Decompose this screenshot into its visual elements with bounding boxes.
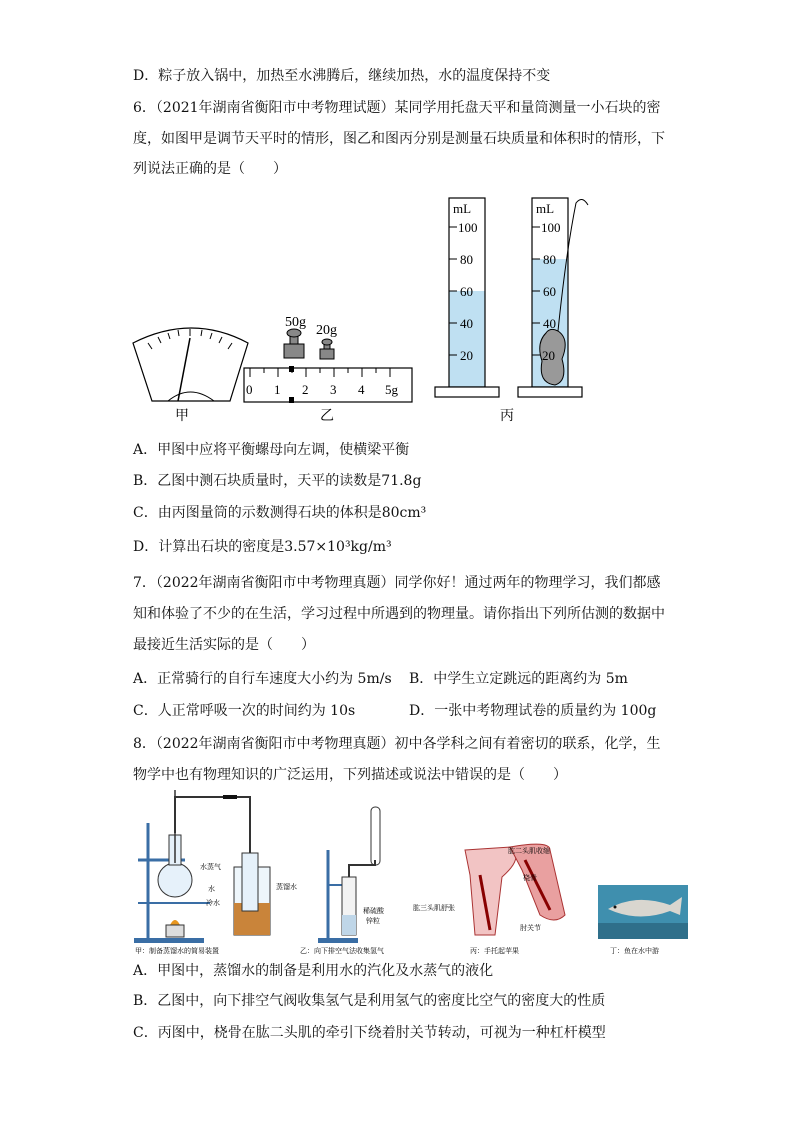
label-water-vapor: 水蒸气 <box>200 863 221 871</box>
cyl-left-tick-20: 20 <box>460 348 473 363</box>
caption-yi: 乙 <box>320 409 334 424</box>
q6-figure <box>130 193 600 428</box>
caption-bing: 丙 <box>500 409 514 424</box>
cyl-right-tick-80: 80 <box>543 252 556 267</box>
q6-stem-line2: 度，如图甲是调节天平时的情形，图乙和图丙分别是测量石块质量和体积时的情形，下 <box>133 131 665 147</box>
cyl-right-tick-100: 100 <box>541 220 561 235</box>
q6-stem-line1: 6．（2021年湖南省衡阳市中考物理试题）某同学用托盘天平和量筒测量一小石块的密 <box>133 100 661 116</box>
q6-option-c: C．由丙图量筒的示数测得石块的体积是80cm³ <box>133 505 427 521</box>
label-elbow: 肘关节 <box>520 924 541 932</box>
label-biceps: 肱二头肌收缩 <box>508 847 550 855</box>
cyl-right-tick-60: 60 <box>543 284 556 299</box>
q7-option-c: C．人正常呼吸一次的时间约为 10s <box>133 703 356 719</box>
fish-photo <box>598 885 688 939</box>
ruler-tick-4: 4 <box>358 382 365 397</box>
q6-stem-line3: 列说法正确的是（ ） <box>133 161 287 177</box>
ruler-tick-2: 2 <box>302 382 309 397</box>
caption-fish: 丁：鱼在水中游 <box>610 947 659 955</box>
q8-figure <box>130 785 690 960</box>
q6-option-a: A．甲图中应将平衡螺母向左调，使横梁平衡 <box>133 442 410 458</box>
cyl-right-tick-20: 20 <box>542 348 555 363</box>
q8-stem-line1: 8．（2022年湖南省衡阳市中考物理真题）初中各学科之间有着密切的联系，化学，生 <box>133 736 661 752</box>
label-water: 水 <box>208 885 215 893</box>
ruler-tick-5g: 5g <box>385 382 398 397</box>
label-zinc: 锌粒 <box>366 917 380 925</box>
cyl-right-unit: mL <box>536 201 555 216</box>
weight-50g-label: 50g <box>285 315 306 330</box>
cyl-left-tick-40: 40 <box>460 316 473 331</box>
label-cold-water: 冷水 <box>206 899 220 907</box>
q7-stem-line2: 知和体验了不少的在生活，学习过程中所遇到的物理量。请你指出下列所估测的数据中 <box>133 606 665 622</box>
q5-option-d: D．粽子放入锅中，加热至水沸腾后，继续加热，水的温度保持不变 <box>133 68 551 84</box>
cyl-left-tick-60: 60 <box>460 284 473 299</box>
q8-option-a: A．甲图中，蒸馏水的制备是利用水的汽化及水蒸气的液化 <box>133 963 494 979</box>
q6-option-b: B．乙图中测石块质量时，天平的读数是71.8g <box>133 473 422 489</box>
q8-option-c: C．丙图中，桡骨在肱二头肌的牵引下绕着肘关节转动，可视为一种杠杆模型 <box>133 1025 606 1041</box>
q6-option-d: D．计算出石块的密度是3.57×10³kg/m³ <box>133 539 392 555</box>
weight-20g-label: 20g <box>316 323 337 338</box>
caption-jia: 甲 <box>175 409 189 424</box>
cyl-right-tick-40: 40 <box>543 316 556 331</box>
balance-pointer-illustration <box>133 328 248 401</box>
label-triceps: 肱三头肌舒张 <box>413 904 455 912</box>
caption-distillation: 甲：制备蒸馏水的简易装置 <box>135 947 219 955</box>
ruler-tick-1: 1 <box>274 382 281 397</box>
arm-muscle-illustration <box>465 844 565 935</box>
q7-stem-line3: 最接近生活实际的是（ ） <box>133 637 315 653</box>
caption-hydrogen: 乙：向下排空气法收集氢气 <box>300 947 384 955</box>
q7-option-a: A．正常骑行的自行车速度大小约为 5m/s <box>133 671 392 687</box>
ruler-tick-0: 0 <box>246 382 253 397</box>
q8-option-b: B．乙图中，向下排空气阀收集氢气是利用氢气的密度比空气的密度大的性质 <box>133 993 606 1009</box>
label-sulfuric-acid: 稀硫酸 <box>363 907 384 915</box>
q8-stem-line2: 物学中也有物理知识的广泛运用，下列描述或说法中错误的是（ ） <box>133 767 567 783</box>
q7-stem-line1: 7．（2022年湖南省衡阳市中考物理真题）同学你好！通过两年的物理学习，我们都感 <box>133 575 661 591</box>
q7-option-d: D．一张中考物理试卷的质量约为 100g <box>409 703 657 719</box>
label-radius: 桡骨 <box>523 874 537 882</box>
cyl-left-tick-80: 80 <box>460 252 473 267</box>
cyl-left-unit: mL <box>453 201 472 216</box>
cyl-left-tick-100: 100 <box>458 220 478 235</box>
label-distilled-water: 蒸馏水 <box>276 883 297 891</box>
ruler-tick-3: 3 <box>330 382 337 397</box>
caption-arm: 丙：手托起苹果 <box>470 947 519 955</box>
q7-option-b: B．中学生立定跳远的距离约为 5m <box>409 671 628 687</box>
